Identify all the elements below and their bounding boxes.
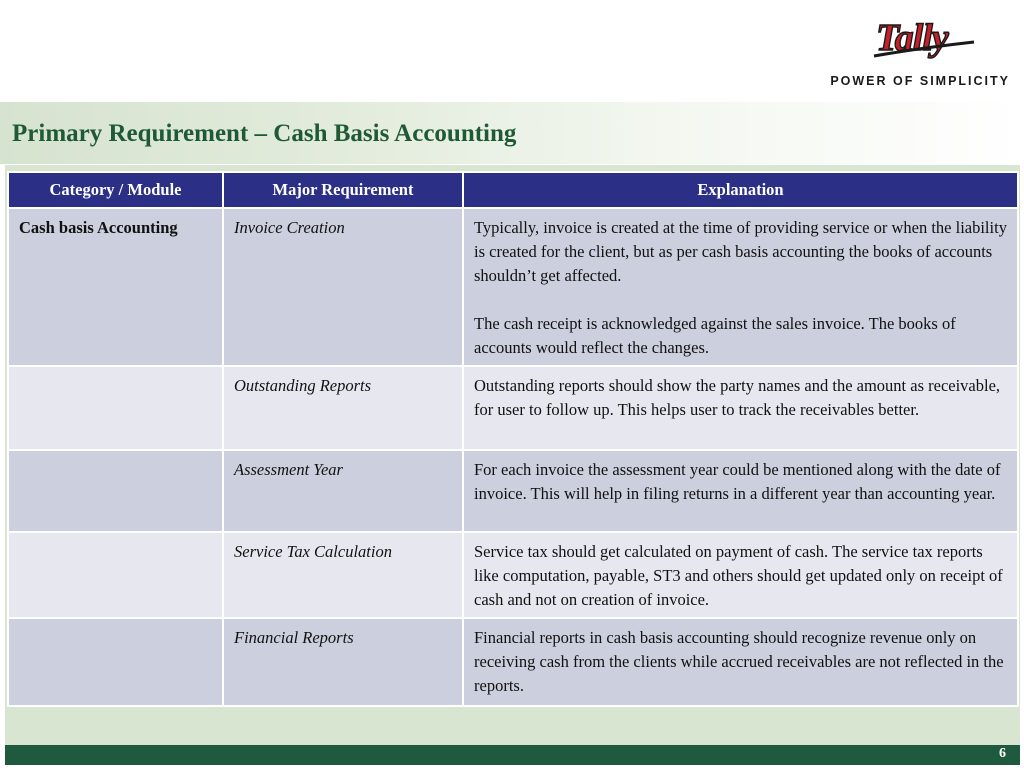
explanation-paragraph: Financial reports in cash basis accounting should recognize revenue only on receiving cash from the clients while accrued receivables are not reflected in the reports. (474, 628, 1004, 695)
table-header-row (8, 172, 1018, 208)
category-cell (8, 618, 223, 706)
category-cell (8, 532, 223, 618)
category-cell (8, 366, 223, 450)
slide-title: Primary Requirement – Cash Basis Accounting (12, 120, 517, 147)
category-cell: Cash basis Accounting (8, 208, 223, 366)
explanation-paragraph: For each invoice the assessment year could be mentioned along with the date of invoice. This will help in filing returns in a different year than accounting year. (474, 460, 1001, 503)
header-category: Category / Module (8, 172, 223, 208)
explanation-cell (463, 618, 1018, 706)
requirement-cell: Service Tax Calculation (223, 532, 463, 618)
explanation-cell (463, 532, 1018, 618)
page-number: 6 (999, 746, 1006, 761)
table-row (8, 450, 1018, 532)
explanation-paragraph: Outstanding reports should show the party names and the amount as receivable, for user to follow up. This helps user to track the receivables better. (474, 376, 1001, 419)
logo-wordmark: Tally (876, 17, 948, 59)
table-row (8, 208, 1018, 366)
explanation-paragraph: The cash receipt is acknowledged against the sales invoice. The books of accounts would reflect the changes. (474, 314, 956, 357)
explanation-paragraph: Service tax should get calculated on payment of cash. The service tax reports like computation, payable, ST3 and others should get updated only on receipt of cash and not on creation of invoice. (474, 542, 1003, 609)
footer-bar (5, 745, 1020, 765)
requirement-cell: Outstanding Reports (223, 366, 463, 450)
requirement-cell: Financial Reports (223, 618, 463, 706)
explanation-cell (463, 208, 1018, 366)
tally-logo-icon (870, 12, 980, 67)
header-requirement: Major Requirement (223, 172, 463, 208)
title-band (0, 102, 1024, 164)
explanation-cell (463, 366, 1018, 450)
logo-tagline: POWER OF SIMPLICITY (830, 74, 1010, 88)
header-explanation: Explanation (463, 172, 1018, 208)
category-cell (8, 450, 223, 532)
explanation-cell (463, 450, 1018, 532)
table-row (8, 366, 1018, 450)
explanation-paragraph: Typically, invoice is created at the time of providing service or when the liability is created for the client, but as per cash basis accounting the books of accounts shouldn’t get affected. (474, 218, 1007, 285)
table-row (8, 618, 1018, 706)
requirement-cell: Invoice Creation (223, 208, 463, 366)
tally-logo (830, 12, 1010, 92)
table-row (8, 532, 1018, 618)
requirements-table (7, 171, 1019, 707)
requirement-cell: Assessment Year (223, 450, 463, 532)
